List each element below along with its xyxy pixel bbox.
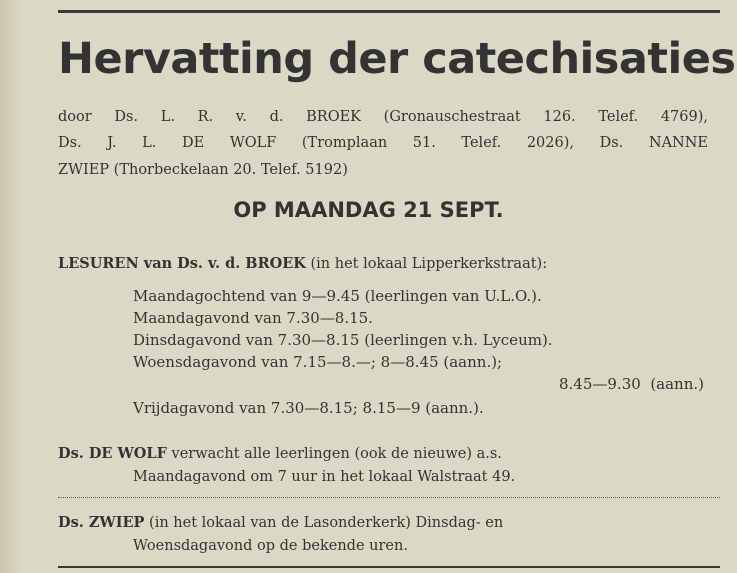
schedule-item: Maandagavond van 7.30—8.15. xyxy=(133,309,373,327)
dewolf-line-2: Maandagavond om 7 uur in het lokaal Walstraat 49. xyxy=(133,469,516,485)
zwiep-line-2: Woensdagavond op de bekende uren. xyxy=(133,538,408,554)
lesuren-heading xyxy=(58,255,547,272)
intro-line-3: ZWIEP (Thorbeckelaan 20. Telef. 5192) xyxy=(58,162,348,178)
lesuren-heading-rest: (in het lokaal Lipperkerkstraat): xyxy=(305,256,548,272)
dewolf-line-1 xyxy=(58,445,502,462)
intro-line-1: door Ds. L. R. v. d. BROEK (Gronauschestraat 126. Telef. 4769), xyxy=(58,109,708,125)
page-edge xyxy=(0,0,22,573)
top-rule xyxy=(58,10,720,13)
schedule-item: Dinsdagavond van 7.30—8.15 (leerlingen v.h. Lyceum). xyxy=(133,331,553,349)
bottom-rule xyxy=(58,566,720,568)
zwiep-name: Ds. ZWIEP xyxy=(58,514,145,531)
lesuren-heading-bold: LESUREN van Ds. v. d. BROEK xyxy=(58,255,306,272)
zwiep-rest: (in het lokaal van de Lasonderkerk) Dinsdag- en xyxy=(144,515,504,531)
schedule-item: Woensdagavond van 7.15—8.—; 8—8.45 (aann.); xyxy=(133,353,503,371)
dewolf-rest: verwacht alle leerlingen (ook de nieuwe) a.s. xyxy=(166,446,502,462)
schedule-item: Vrijdagavond van 7.30—8.15; 8.15—9 (aann.). xyxy=(133,399,484,417)
schedule-item: Maandagochtend van 9—9.45 (leerlingen van U.L.O.). xyxy=(133,287,542,305)
date-heading: OP MAANDAG 21 SEPT. xyxy=(233,198,504,222)
divider xyxy=(58,497,720,499)
zwiep-line-1 xyxy=(58,514,503,531)
headline: Hervatting der catechisaties xyxy=(58,34,736,84)
dewolf-name: Ds. DE WOLF xyxy=(58,445,167,462)
schedule-item: 8.45—9.30 (aann.) xyxy=(558,375,704,393)
intro-line-2: Ds. J. L. DE WOLF (Tromplaan 51. Telef. 2026), Ds. NANNE xyxy=(58,135,708,151)
